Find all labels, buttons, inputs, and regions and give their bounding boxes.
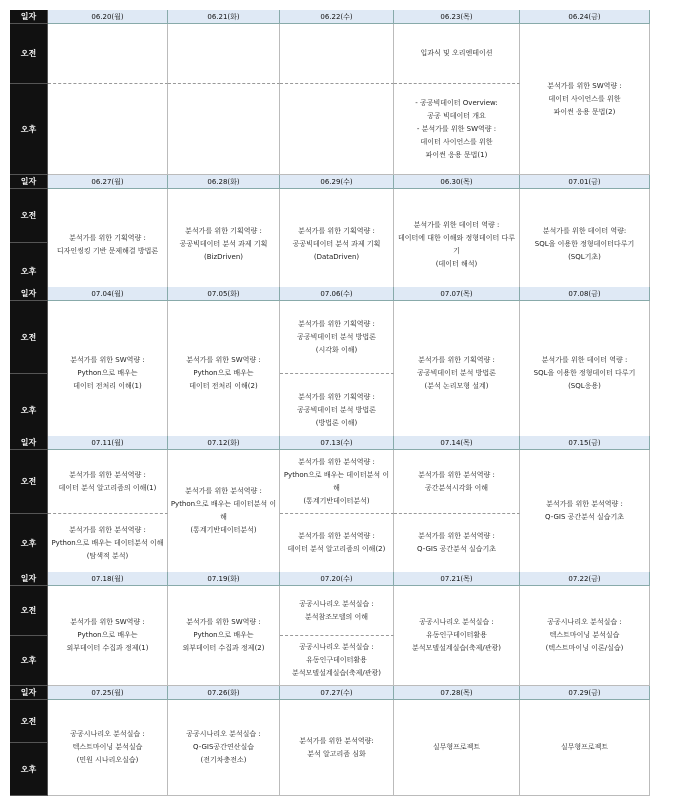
- session-cell: [280, 24, 394, 84]
- date-header-cell: 06.28(화): [168, 175, 280, 189]
- am-row-label: 오전: [10, 586, 48, 636]
- pm-row-label: 오후: [10, 636, 48, 686]
- am-row-label: 오전: [10, 450, 48, 514]
- session-cell: 분석가를 위한 SW역량 : Python으로 배우는 외부데이터 수집과 정제(2): [168, 586, 280, 686]
- session-cell: 공공시나리오 분석실습 : Q-GIS공간연산실습 (전기차충전소): [168, 700, 280, 796]
- session-cell: [168, 84, 280, 175]
- date-header-cell: 07.07(목): [394, 287, 520, 301]
- session-cell: [48, 84, 168, 175]
- date-header-cell: 07.28(목): [394, 686, 520, 700]
- schedule-table: [10, 10, 650, 796]
- session-cell: 분석가를 위한 분석역량 : Q-GIS 공간분석 실습기초: [394, 514, 520, 573]
- date-header-cell: 07.05(화): [168, 287, 280, 301]
- session-cell: 분석가를 위한 SW역량 : 데이터 사이언스를 위한 파이썬 응용 문법(2): [520, 24, 650, 175]
- date-row-label: 일자: [10, 287, 48, 301]
- session-cell: 분석가를 위한 분석역량 : Python으로 배우는 데이터분석 이해 (통계기반데이터분석): [168, 450, 280, 573]
- session-cell: 입과식 및 오리엔테이션: [394, 24, 520, 84]
- session-cell: 분석가를 위한 데이터 역량 : SQL을 이용한 정형데이터 다루기 (SQL응용): [520, 301, 650, 447]
- session-cell: 분석가를 위한 기획역량 : 디자인씽킹 기반 문제해결 방법론: [48, 189, 168, 301]
- date-header-cell: 07.15(금): [520, 436, 650, 450]
- session-cell: 공공시나리오 분석실습 : 유동인구데이터활용 분석모델설계실습(축제/관광): [394, 586, 520, 686]
- session-cell: 분석가를 위한 분석역량 : 공간분석시각화 이해: [394, 450, 520, 514]
- date-row-label: 일자: [10, 686, 48, 700]
- date-header-cell: 07.04(월): [48, 287, 168, 301]
- date-header-cell: 07.27(수): [280, 686, 394, 700]
- date-header-cell: 07.22(금): [520, 572, 650, 586]
- session-cell: 분석가를 위한 SW역량 : Python으로 배우는 데이터 전처리 이해(1): [48, 301, 168, 447]
- date-header-cell: 06.29(수): [280, 175, 394, 189]
- session-cell: 공공시나리오 분석실습 : 분석참조모델의 이해: [280, 586, 394, 636]
- session-cell: 분석가를 위한 데이터 역량: SQL을 이용한 정형데이터다루기 (SQL기초): [520, 189, 650, 301]
- pm-row-label: 오후: [10, 514, 48, 573]
- date-header-cell: 07.13(수): [280, 436, 394, 450]
- date-header-cell: 06.21(화): [168, 10, 280, 24]
- session-cell: 공공시나리오 분석실습 : 텍스트마이닝 분석실습 (텍스트마이닝 이론/실습): [520, 586, 650, 686]
- session-cell: 분석가를 위한 기획역량 : 공공빅데이터 분석 과제 기획 (BizDriven): [168, 189, 280, 301]
- session-cell: 분석가를 위한 분석역량 : Python으로 배우는 데이터분석 이해 (탐색적 분석): [48, 514, 168, 573]
- date-row-label: 일자: [10, 436, 48, 450]
- session-cell: 공공시나리오 분석실습 : 텍스트마이닝 분석실습 (민원 시나리오실습): [48, 700, 168, 796]
- date-header-cell: 07.14(목): [394, 436, 520, 450]
- session-cell: 분석가를 위한 분석역량 : Python으로 배우는 데이터분석 이해 (통계기반데이터분석): [280, 450, 394, 514]
- date-header-cell: 07.29(금): [520, 686, 650, 700]
- session-cell: 분석가를 위한 기획역량 : 공공빅데이터 분석 방법론 (시각화 이해): [280, 301, 394, 374]
- date-row-label: 일자: [10, 10, 48, 24]
- session-cell: 실무형프로젝트: [520, 700, 650, 796]
- date-header-cell: 06.24(금): [520, 10, 650, 24]
- date-header-cell: 07.06(수): [280, 287, 394, 301]
- session-cell: 분석가를 위한 분석역량 : 데이터 분석 알고리즘의 이해(2): [280, 514, 394, 573]
- date-header-cell: 06.27(월): [48, 175, 168, 189]
- date-row-label: 일자: [10, 175, 48, 189]
- session-cell: 분석가를 위한 기획역량 : 공공빅데이터 분석 방법론 (방법론 이해): [280, 374, 394, 447]
- date-header-cell: 07.26(화): [168, 686, 280, 700]
- session-cell: [48, 24, 168, 84]
- session-cell: [168, 24, 280, 84]
- session-cell: 분석가를 위한 기획역량 : 공공빅데이터 분석 방법론 (분석 논리모형 설계): [394, 301, 520, 447]
- am-row-label: 오전: [10, 189, 48, 243]
- session-cell: 공공시나리오 분석실습 : 유동인구데이터활용 분석모델설계실습(축제/관광): [280, 636, 394, 686]
- date-header-cell: 07.19(화): [168, 572, 280, 586]
- am-row-label: 오전: [10, 700, 48, 743]
- date-header-cell: 06.22(수): [280, 10, 394, 24]
- date-row-label: 일자: [10, 572, 48, 586]
- session-cell: 분석가를 위한 분석역량: 분석 알고리즘 심화: [280, 700, 394, 796]
- pm-row-label: 오후: [10, 374, 48, 447]
- session-cell: 분석가를 위한 분석역량 : 데이터 분석 알고리즘의 이해(1): [48, 450, 168, 514]
- date-header-cell: 07.08(금): [520, 287, 650, 301]
- date-header-cell: 07.01(금): [520, 175, 650, 189]
- session-cell: 분석가를 위한 기획역량 : 공공빅데이터 분석 과제 기획 (DataDriven): [280, 189, 394, 301]
- session-cell: 분석가를 위한 SW역량 : Python으로 배우는 데이터 전처리 이해(2): [168, 301, 280, 447]
- date-header-cell: 06.23(목): [394, 10, 520, 24]
- session-cell: [280, 84, 394, 175]
- date-header-cell: 06.20(월): [48, 10, 168, 24]
- session-cell: 실무형프로젝트: [394, 700, 520, 796]
- pm-row-label: 오후: [10, 243, 48, 301]
- date-header-cell: 06.30(목): [394, 175, 520, 189]
- date-header-cell: 07.20(수): [280, 572, 394, 586]
- session-cell: - 공공빅데이터 Overview: 공공 빅데이터 개요 - 분석가를 위한 SW역량 : 데이터 사이언스를 위한 파이썬 응용 문법(1): [394, 84, 520, 175]
- date-header-cell: 07.21(목): [394, 572, 520, 586]
- date-header-cell: 07.12(화): [168, 436, 280, 450]
- am-row-label: 오전: [10, 301, 48, 374]
- session-cell: 분석가를 위한 분석역량 : Q-GIS 공간분석 실습기초: [520, 450, 650, 573]
- session-cell: 분석가를 위한 데이터 역량 : 데이터에 대한 이해와 정형데이터 다루기 (데이터 해석): [394, 189, 520, 301]
- date-header-cell: 07.11(월): [48, 436, 168, 450]
- pm-row-label: 오후: [10, 743, 48, 796]
- pm-row-label: 오후: [10, 84, 48, 175]
- session-cell: 분석가를 위한 SW역량 : Python으로 배우는 외부데이터 수집과 정제(1): [48, 586, 168, 686]
- am-row-label: 오전: [10, 24, 48, 84]
- date-header-cell: 07.18(월): [48, 572, 168, 586]
- date-header-cell: 07.25(월): [48, 686, 168, 700]
